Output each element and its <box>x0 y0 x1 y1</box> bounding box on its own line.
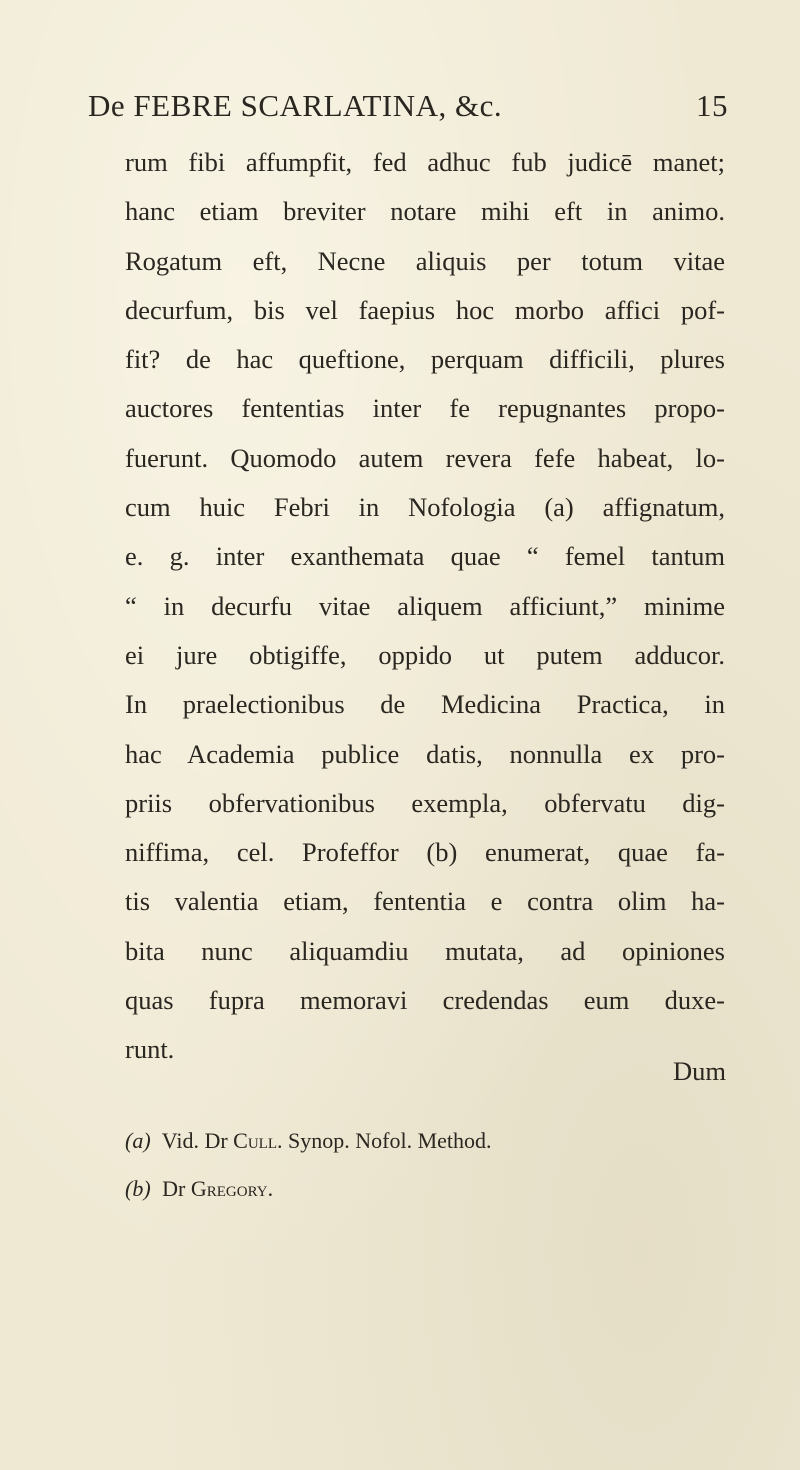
body-text <box>125 138 725 1075</box>
catchword: Dum <box>673 1056 726 1086</box>
text-line: e. g. inter exanthemata quae “ femel tantum <box>125 541 725 572</box>
running-title <box>88 88 502 124</box>
text-line: niffima, cel. Profeffor (b) enumerat, quae fa- <box>125 837 725 868</box>
text-line: fuerunt. Quomodo autem revera fefe habeat, lo- <box>125 442 725 473</box>
footnote-a <box>125 1117 725 1165</box>
text-line: “ in decurfu vitae aliquem afficiunt,” minime <box>125 590 725 621</box>
text-line: quas fupra memoravi credendas eum duxe- <box>125 985 725 1016</box>
running-header <box>88 88 728 128</box>
footnote-text-suffix: Synop. Nofol. Method. <box>288 1128 492 1153</box>
footnote-mark: (b) <box>125 1176 151 1201</box>
footnote-mark: (a) <box>125 1128 151 1153</box>
footnote-b <box>125 1165 725 1213</box>
text-line: rum fibi affumpfit, fed adhuc fub judicē manet; <box>125 147 725 177</box>
running-title-prefix: De <box>88 88 126 123</box>
footnote-author: Cull. <box>233 1128 283 1153</box>
text-line: priis obfervationibus exempla, obfervatu dig- <box>125 787 725 818</box>
footnote-author: Gregory. <box>190 1176 274 1201</box>
text-line: In praelectionibus de Medicina Practica, in <box>125 689 725 720</box>
text-line: cum huic Febri in Nofologia (a) affignatum, <box>125 492 725 523</box>
footnotes <box>125 1117 725 1213</box>
text-line: hac Academia publice datis, nonnulla ex pro- <box>125 738 725 769</box>
text-line: bita nunc aliquamdiu mutata, ad opiniones <box>125 935 725 966</box>
text-line-last: runt. <box>125 1034 175 1065</box>
text-line: hanc etiam breviter notare mihi eft in animo. <box>125 196 725 227</box>
text-line: Rogatum eft, Necne aliquis per totum vitae <box>125 245 725 276</box>
text-line: auctores fententias inter fe repugnantes propo- <box>125 393 725 424</box>
footnote-text-prefix: Vid. Dr <box>161 1128 228 1153</box>
page-number: 15 <box>696 88 728 123</box>
text-line: fit? de hac queftione, perquam difficili, plures <box>125 344 725 375</box>
text-line: ei jure obtigiffe, oppido ut putem adducor. <box>125 639 725 670</box>
text-line: tis valentia etiam, fententia e contra olim ha- <box>125 886 725 917</box>
text-line: decurfum, bis vel faepius hoc morbo affici pof- <box>125 294 725 325</box>
footnote-text-prefix: Dr <box>162 1176 186 1201</box>
running-title-main: FEBRE SCARLATINA, &c. <box>133 88 503 123</box>
